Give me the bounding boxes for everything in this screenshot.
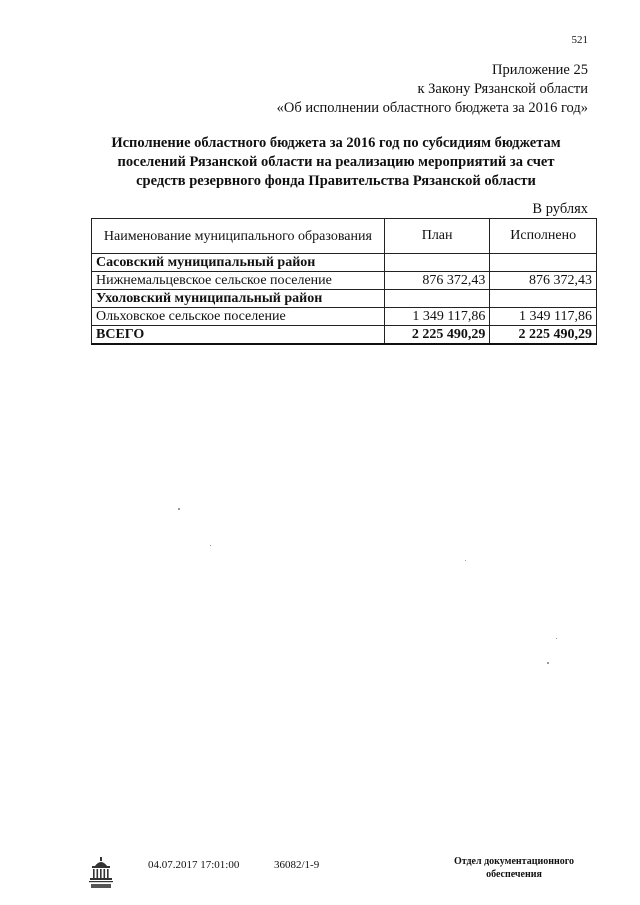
page-number: 521 <box>571 34 588 46</box>
appendix-line-3: «Об исполнении областного бюджета за 2016 год» <box>276 100 588 116</box>
row-plan <box>384 290 490 308</box>
stamp-document-code: 36082/1-9 <box>274 859 320 871</box>
department-name <box>436 855 592 881</box>
row-name: Ухоловский муниципальный район <box>92 290 385 308</box>
scan-speck <box>178 508 180 510</box>
department-line-2: обеспечения <box>486 869 542 880</box>
title-line-1: Исполнение областного бюджета за 2016 год по субсидиям бюджетам <box>111 135 561 151</box>
title-line-3: средств резервного фонда Правительства Рязанской области <box>136 173 536 189</box>
row-plan <box>384 254 490 272</box>
row-done: 1 349 117,86 <box>490 308 597 326</box>
units-label: В рублях <box>532 201 588 217</box>
row-plan: 1 349 117,86 <box>384 308 490 326</box>
document-title <box>60 134 612 191</box>
row-plan: 876 372,43 <box>384 272 490 290</box>
header-done: Исполнено <box>490 219 597 254</box>
row-name: Сасовский муниципальный район <box>92 254 385 272</box>
table-header-row <box>92 219 597 254</box>
row-plan: 2 225 490,29 <box>384 326 490 345</box>
scan-speck <box>210 545 211 546</box>
table-row <box>92 254 597 272</box>
header-plan: План <box>384 219 490 254</box>
table-row <box>92 308 597 326</box>
stamp-datetime: 04.07.2017 17:01:00 <box>148 859 240 871</box>
row-done <box>490 254 597 272</box>
appendix-line-1: Приложение 25 <box>492 62 588 78</box>
appendix-reference <box>277 61 588 118</box>
scan-speck <box>547 662 549 664</box>
row-name: ВСЕГО <box>92 326 385 345</box>
duma-building-logo-icon <box>88 856 114 890</box>
title-line-2: поселений Рязанской области на реализацию мероприятий за счет <box>117 154 555 170</box>
header-name: Наименование муниципального образования <box>92 219 385 254</box>
table-row <box>92 272 597 290</box>
row-done <box>490 290 597 308</box>
row-done: 876 372,43 <box>490 272 597 290</box>
scan-speck <box>556 638 557 639</box>
row-name: Ольховское сельское поселение <box>92 308 385 326</box>
footer-stamp <box>0 845 640 905</box>
table-total-row <box>92 326 597 345</box>
appendix-line-2: к Закону Рязанской области <box>417 81 588 97</box>
table-row <box>92 290 597 308</box>
row-name: Нижнемальцевское сельское поселение <box>92 272 385 290</box>
scan-speck <box>465 560 466 561</box>
budget-table <box>91 218 597 345</box>
department-line-1: Отдел документационного <box>453 856 575 867</box>
row-done: 2 225 490,29 <box>490 326 597 345</box>
